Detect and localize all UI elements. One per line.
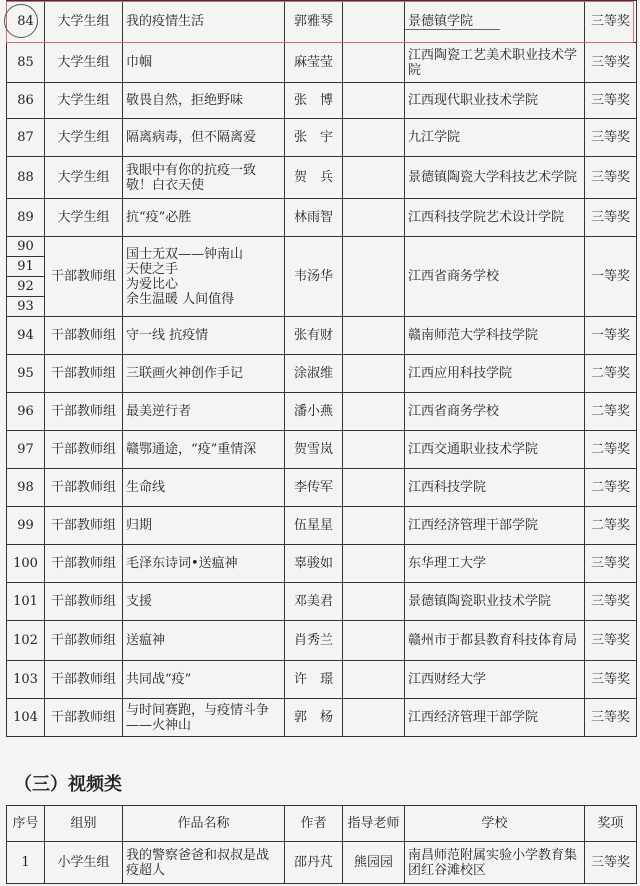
row-teacher (343, 507, 405, 545)
row-award: 三等奖 (585, 699, 637, 737)
row-teacher (343, 1, 405, 43)
row-title: 送瘟神 (123, 621, 285, 661)
row-title: 共同战“疫” (123, 661, 285, 699)
row-author: 麻莹莹 (285, 43, 343, 83)
row-group: 干部教师组 (45, 661, 123, 699)
row-author: 郭雅琴 (285, 1, 343, 43)
row-number: 88 (7, 157, 45, 199)
row-number: 91 (7, 257, 44, 277)
row-author: 贺雪岚 (285, 431, 343, 469)
row-group: 干部教师组 (45, 237, 123, 317)
row-author: 涂淑维 (285, 355, 343, 393)
row-author: 贺 兵 (285, 157, 343, 199)
row-title: 余生温暖 人间值得 (126, 291, 235, 307)
row-teacher (343, 237, 405, 317)
table-row (7, 317, 637, 355)
row-school: 江西应用科技学院 (405, 355, 585, 393)
table-row (7, 355, 637, 393)
row-number: 1 (7, 842, 45, 884)
row-author: 潘小燕 (285, 393, 343, 431)
row-teacher (343, 393, 405, 431)
table-row (7, 83, 637, 119)
table-header-row (7, 806, 637, 842)
row-teacher (343, 545, 405, 583)
row-title: 最美逆行者 (123, 393, 285, 431)
table-row (7, 43, 637, 83)
row-school: 赣南师范大学科技学院 (405, 317, 585, 355)
row-author: 张 博 (285, 83, 343, 119)
row-award: 二等奖 (585, 393, 637, 431)
row-teacher: 熊园园 (343, 842, 405, 884)
row-author: 韦汤华 (285, 237, 343, 317)
row-title: 为爱比心 (126, 276, 179, 292)
row-group: 大学生组 (45, 199, 123, 237)
row-award: 三等奖 (585, 583, 637, 621)
table-row (7, 157, 637, 199)
row-award: 二等奖 (585, 431, 637, 469)
row-teacher (343, 661, 405, 699)
row-teacher (343, 621, 405, 661)
row-author: 许 璟 (285, 661, 343, 699)
table-row (7, 469, 637, 507)
row-award: 三等奖 (585, 157, 637, 199)
row-school: 江西陶瓷工艺美术职业技术学院 (405, 43, 585, 83)
row-author: 伍星星 (285, 507, 343, 545)
row-title: 我的疫情生活 (123, 1, 285, 43)
row-school: 江西财经大学 (405, 661, 585, 699)
row-title: 巾帼 (123, 43, 285, 83)
row-award: 三等奖 (585, 1, 637, 43)
row-award: 二等奖 (585, 507, 637, 545)
row-group: 大学生组 (45, 119, 123, 157)
row-school: 江西科技学院 (405, 469, 585, 507)
row-award: 三等奖 (585, 842, 637, 884)
row-school: 九江学院 (405, 119, 585, 157)
row-award: 三等奖 (585, 43, 637, 83)
row-award: 三等奖 (585, 199, 637, 237)
row-teacher (343, 119, 405, 157)
row-number: 99 (7, 507, 45, 545)
row-title: 与时间赛跑，与疫情斗争——火神山 (123, 699, 285, 737)
row-number: 89 (7, 199, 45, 237)
column-header: 指导老师 (343, 806, 405, 842)
row-award: 二等奖 (585, 355, 637, 393)
row-number: 102 (7, 621, 45, 661)
row-title: 守一线 抗疫情 (123, 317, 285, 355)
table-row (7, 621, 637, 661)
row-school: 江西交通职业技术学院 (405, 431, 585, 469)
row-number: 95 (7, 355, 45, 393)
row-award: 三等奖 (585, 83, 637, 119)
row-school: 赣州市于都县教育科技体育局 (405, 621, 585, 661)
underline-mark (405, 29, 500, 30)
row-number: 86 (7, 83, 45, 119)
row-school: 江西现代职业技术学院 (405, 83, 585, 119)
row-group: 干部教师组 (45, 699, 123, 737)
row-author: 张 宇 (285, 119, 343, 157)
row-school: 江西科技学院艺术设计学院 (405, 199, 585, 237)
row-award: 一等奖 (585, 237, 637, 317)
row-teacher (343, 699, 405, 737)
row-group: 大学生组 (45, 43, 123, 83)
row-number: 98 (7, 469, 45, 507)
row-title: 支援 (123, 583, 285, 621)
row-author: 邵丹芃 (285, 842, 343, 884)
column-header: 学校 (405, 806, 585, 842)
table-row-merged (7, 237, 637, 317)
row-author: 辜骏如 (285, 545, 343, 583)
row-author: 郭 杨 (285, 699, 343, 737)
row-author: 邓美君 (285, 583, 343, 621)
row-title: 隔离病毒，但不隔离爱 (123, 119, 285, 157)
row-award: 三等奖 (585, 119, 637, 157)
row-teacher (343, 431, 405, 469)
row-teacher (343, 469, 405, 507)
section-heading: （三）视频类 (14, 774, 122, 795)
row-teacher (343, 355, 405, 393)
row-school: 江西省商务学校 (405, 237, 585, 317)
row-teacher (343, 583, 405, 621)
column-header: 奖项 (585, 806, 637, 842)
row-award: 三等奖 (585, 661, 637, 699)
table-row (7, 199, 637, 237)
row-school: 景德镇陶瓷职业技术学院 (405, 583, 585, 621)
row-title: 三联画火神创作手记 (123, 355, 285, 393)
row-number: 100 (7, 545, 45, 583)
row-teacher (343, 43, 405, 83)
row-title: 敬畏自然，拒绝野味 (123, 83, 285, 119)
row-group: 小学生组 (45, 842, 123, 884)
row-author: 李传军 (285, 469, 343, 507)
table-row (7, 583, 637, 621)
row-title: 生命线 (123, 469, 285, 507)
row-teacher (343, 83, 405, 119)
awards-table (6, 0, 637, 737)
row-group: 大学生组 (45, 83, 123, 119)
row-title: 毛泽东诗词•送瘟神 (123, 545, 285, 583)
table-row (7, 431, 637, 469)
row-group: 大学生组 (45, 1, 123, 43)
row-number: 87 (7, 119, 45, 157)
row-author: 张有财 (285, 317, 343, 355)
row-school: 东华理工大学 (405, 545, 585, 583)
row-school: 南昌师范附属实验小学教育集团红谷滩校区 (405, 842, 585, 884)
row-title: 我的警察爸爸和叔叔是战疫超人 (123, 842, 285, 884)
row-title: 赣鄂通途，“疫”重情深 (123, 431, 285, 469)
row-title: 归期 (123, 507, 285, 545)
row-title: 我眼中有你的抗疫一致敬！白衣天使 (123, 157, 285, 199)
row-number: 90 (7, 237, 44, 257)
row-teacher (343, 157, 405, 199)
row-number: 103 (7, 661, 45, 699)
table-row (7, 661, 637, 699)
row-award: 三等奖 (585, 621, 637, 661)
row-number: 94 (7, 317, 45, 355)
row-number: 85 (7, 43, 45, 83)
row-author: 肖秀兰 (285, 621, 343, 661)
table-row (7, 1, 637, 43)
row-group: 干部教师组 (45, 545, 123, 583)
row-group: 干部教师组 (45, 431, 123, 469)
row-number: 92 (7, 277, 44, 297)
row-teacher (343, 199, 405, 237)
table-row (7, 842, 637, 884)
row-group: 干部教师组 (45, 317, 123, 355)
row-group: 干部教师组 (45, 621, 123, 661)
row-number: 104 (7, 699, 45, 737)
table-row (7, 119, 637, 157)
row-group: 大学生组 (45, 157, 123, 199)
table-row (7, 507, 637, 545)
row-school: 景德镇陶瓷大学科技艺术学院 (405, 157, 585, 199)
row-award: 二等奖 (585, 469, 637, 507)
table-row (7, 545, 637, 583)
video-table (6, 805, 637, 884)
row-group: 干部教师组 (45, 583, 123, 621)
row-award: 三等奖 (585, 545, 637, 583)
row-author: 林雨智 (285, 199, 343, 237)
row-number: 101 (7, 583, 45, 621)
column-header: 序号 (7, 806, 45, 842)
column-header: 作品名称 (123, 806, 285, 842)
table-row (7, 699, 637, 737)
row-school: 景德镇学院 (405, 1, 585, 43)
row-number: 96 (7, 393, 45, 431)
row-teacher (343, 317, 405, 355)
row-title: 国士无双——钟南山 (126, 246, 244, 262)
column-header: 组别 (45, 806, 123, 842)
row-group: 干部教师组 (45, 507, 123, 545)
row-number: 97 (7, 431, 45, 469)
row-group: 干部教师组 (45, 393, 123, 431)
row-school: 江西经济管理干部学院 (405, 507, 585, 545)
row-group: 干部教师组 (45, 469, 123, 507)
row-school: 江西省商务学校 (405, 393, 585, 431)
row-school: 江西经济管理干部学院 (405, 699, 585, 737)
row-number-group (7, 237, 45, 317)
row-title: 抗“疫”必胜 (123, 199, 285, 237)
row-titles (123, 237, 285, 317)
row-award: 一等奖 (585, 317, 637, 355)
row-number: 93 (17, 299, 34, 314)
table-row (7, 393, 637, 431)
column-header: 作者 (285, 806, 343, 842)
row-title: 天使之手 (126, 261, 179, 277)
row-group: 干部教师组 (45, 355, 123, 393)
row-number: 84 (7, 1, 45, 43)
